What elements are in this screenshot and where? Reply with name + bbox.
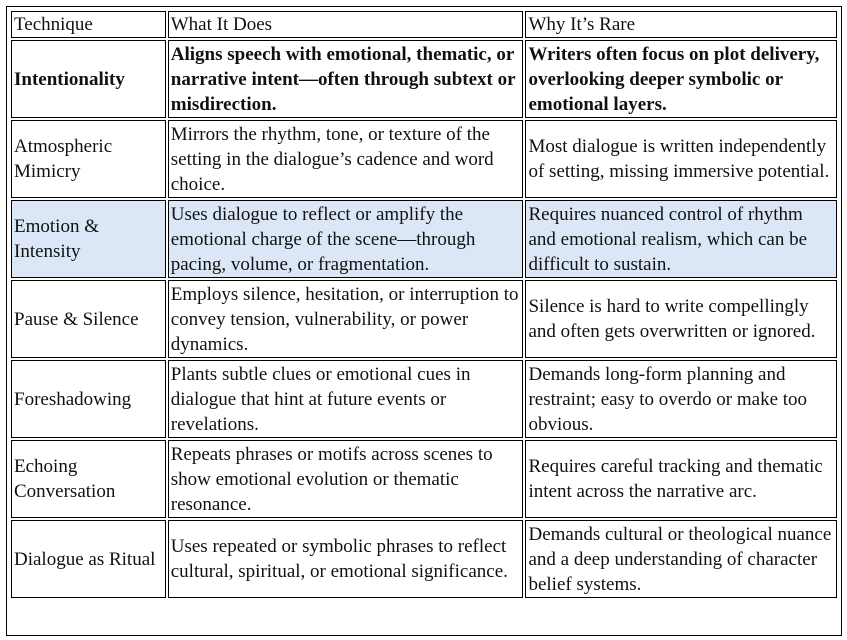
what-it-does-cell: Mirrors the rhythm, tone, or texture of the setting in the dialogue’s cadence and word choice. bbox=[168, 120, 524, 198]
table-row bbox=[11, 40, 837, 118]
technique-cell: Dialogue as Ritual bbox=[11, 520, 166, 598]
techniques-table bbox=[9, 9, 839, 600]
technique-cell: Foreshadowing bbox=[11, 360, 166, 438]
table-row-highlighted bbox=[11, 200, 837, 278]
what-it-does-cell: Uses repeated or symbolic phrases to reflect cultural, spiritual, or emotional significance. bbox=[168, 520, 524, 598]
why-its-rare-cell: Requires nuanced control of rhythm and emotional realism, which can be difficult to sustain. bbox=[525, 200, 837, 278]
what-it-does-cell: Uses dialogue to reflect or amplify the emotional charge of the scene—through pacing, volume, or fragmentation. bbox=[168, 200, 524, 278]
table-row bbox=[11, 280, 837, 358]
technique-cell: Echoing Conversation bbox=[11, 440, 166, 518]
table-header-row bbox=[11, 11, 837, 38]
why-its-rare-cell: Most dialogue is written independently of setting, missing immersive potential. bbox=[525, 120, 837, 198]
what-it-does-cell: Repeats phrases or motifs across scenes to show emotional evolution or thematic resonance. bbox=[168, 440, 524, 518]
what-it-does-cell: Plants subtle clues or emotional cues in dialogue that hint at future events or revelations. bbox=[168, 360, 524, 438]
table-row bbox=[11, 120, 837, 198]
header-technique: Technique bbox=[11, 11, 166, 38]
table-row bbox=[11, 520, 837, 598]
what-it-does-cell: Aligns speech with emotional, thematic, or narrative intent—often through subtext or misdirection. bbox=[168, 40, 524, 118]
what-it-does-cell: Employs silence, hesitation, or interruption to convey tension, vulnerability, or power dynamics. bbox=[168, 280, 524, 358]
table-row bbox=[11, 440, 837, 518]
why-its-rare-cell: Writers often focus on plot delivery, overlooking deeper symbolic or emotional layers. bbox=[525, 40, 837, 118]
techniques-table-frame bbox=[6, 6, 842, 636]
technique-cell: Intentionality bbox=[11, 40, 166, 118]
technique-cell: Atmospheric Mimicry bbox=[11, 120, 166, 198]
why-its-rare-cell: Requires careful tracking and thematic intent across the narrative arc. bbox=[525, 440, 837, 518]
why-its-rare-cell: Demands cultural or theological nuance and a deep understanding of character belief systems. bbox=[525, 520, 837, 598]
table-row bbox=[11, 360, 837, 438]
why-its-rare-cell: Demands long-form planning and restraint; easy to overdo or make too obvious. bbox=[525, 360, 837, 438]
technique-cell: Pause & Silence bbox=[11, 280, 166, 358]
header-why-its-rare: Why It’s Rare bbox=[525, 11, 837, 38]
header-what-it-does: What It Does bbox=[168, 11, 524, 38]
technique-cell: Emotion & Intensity bbox=[11, 200, 166, 278]
why-its-rare-cell: Silence is hard to write compellingly and often gets overwritten or ignored. bbox=[525, 280, 837, 358]
